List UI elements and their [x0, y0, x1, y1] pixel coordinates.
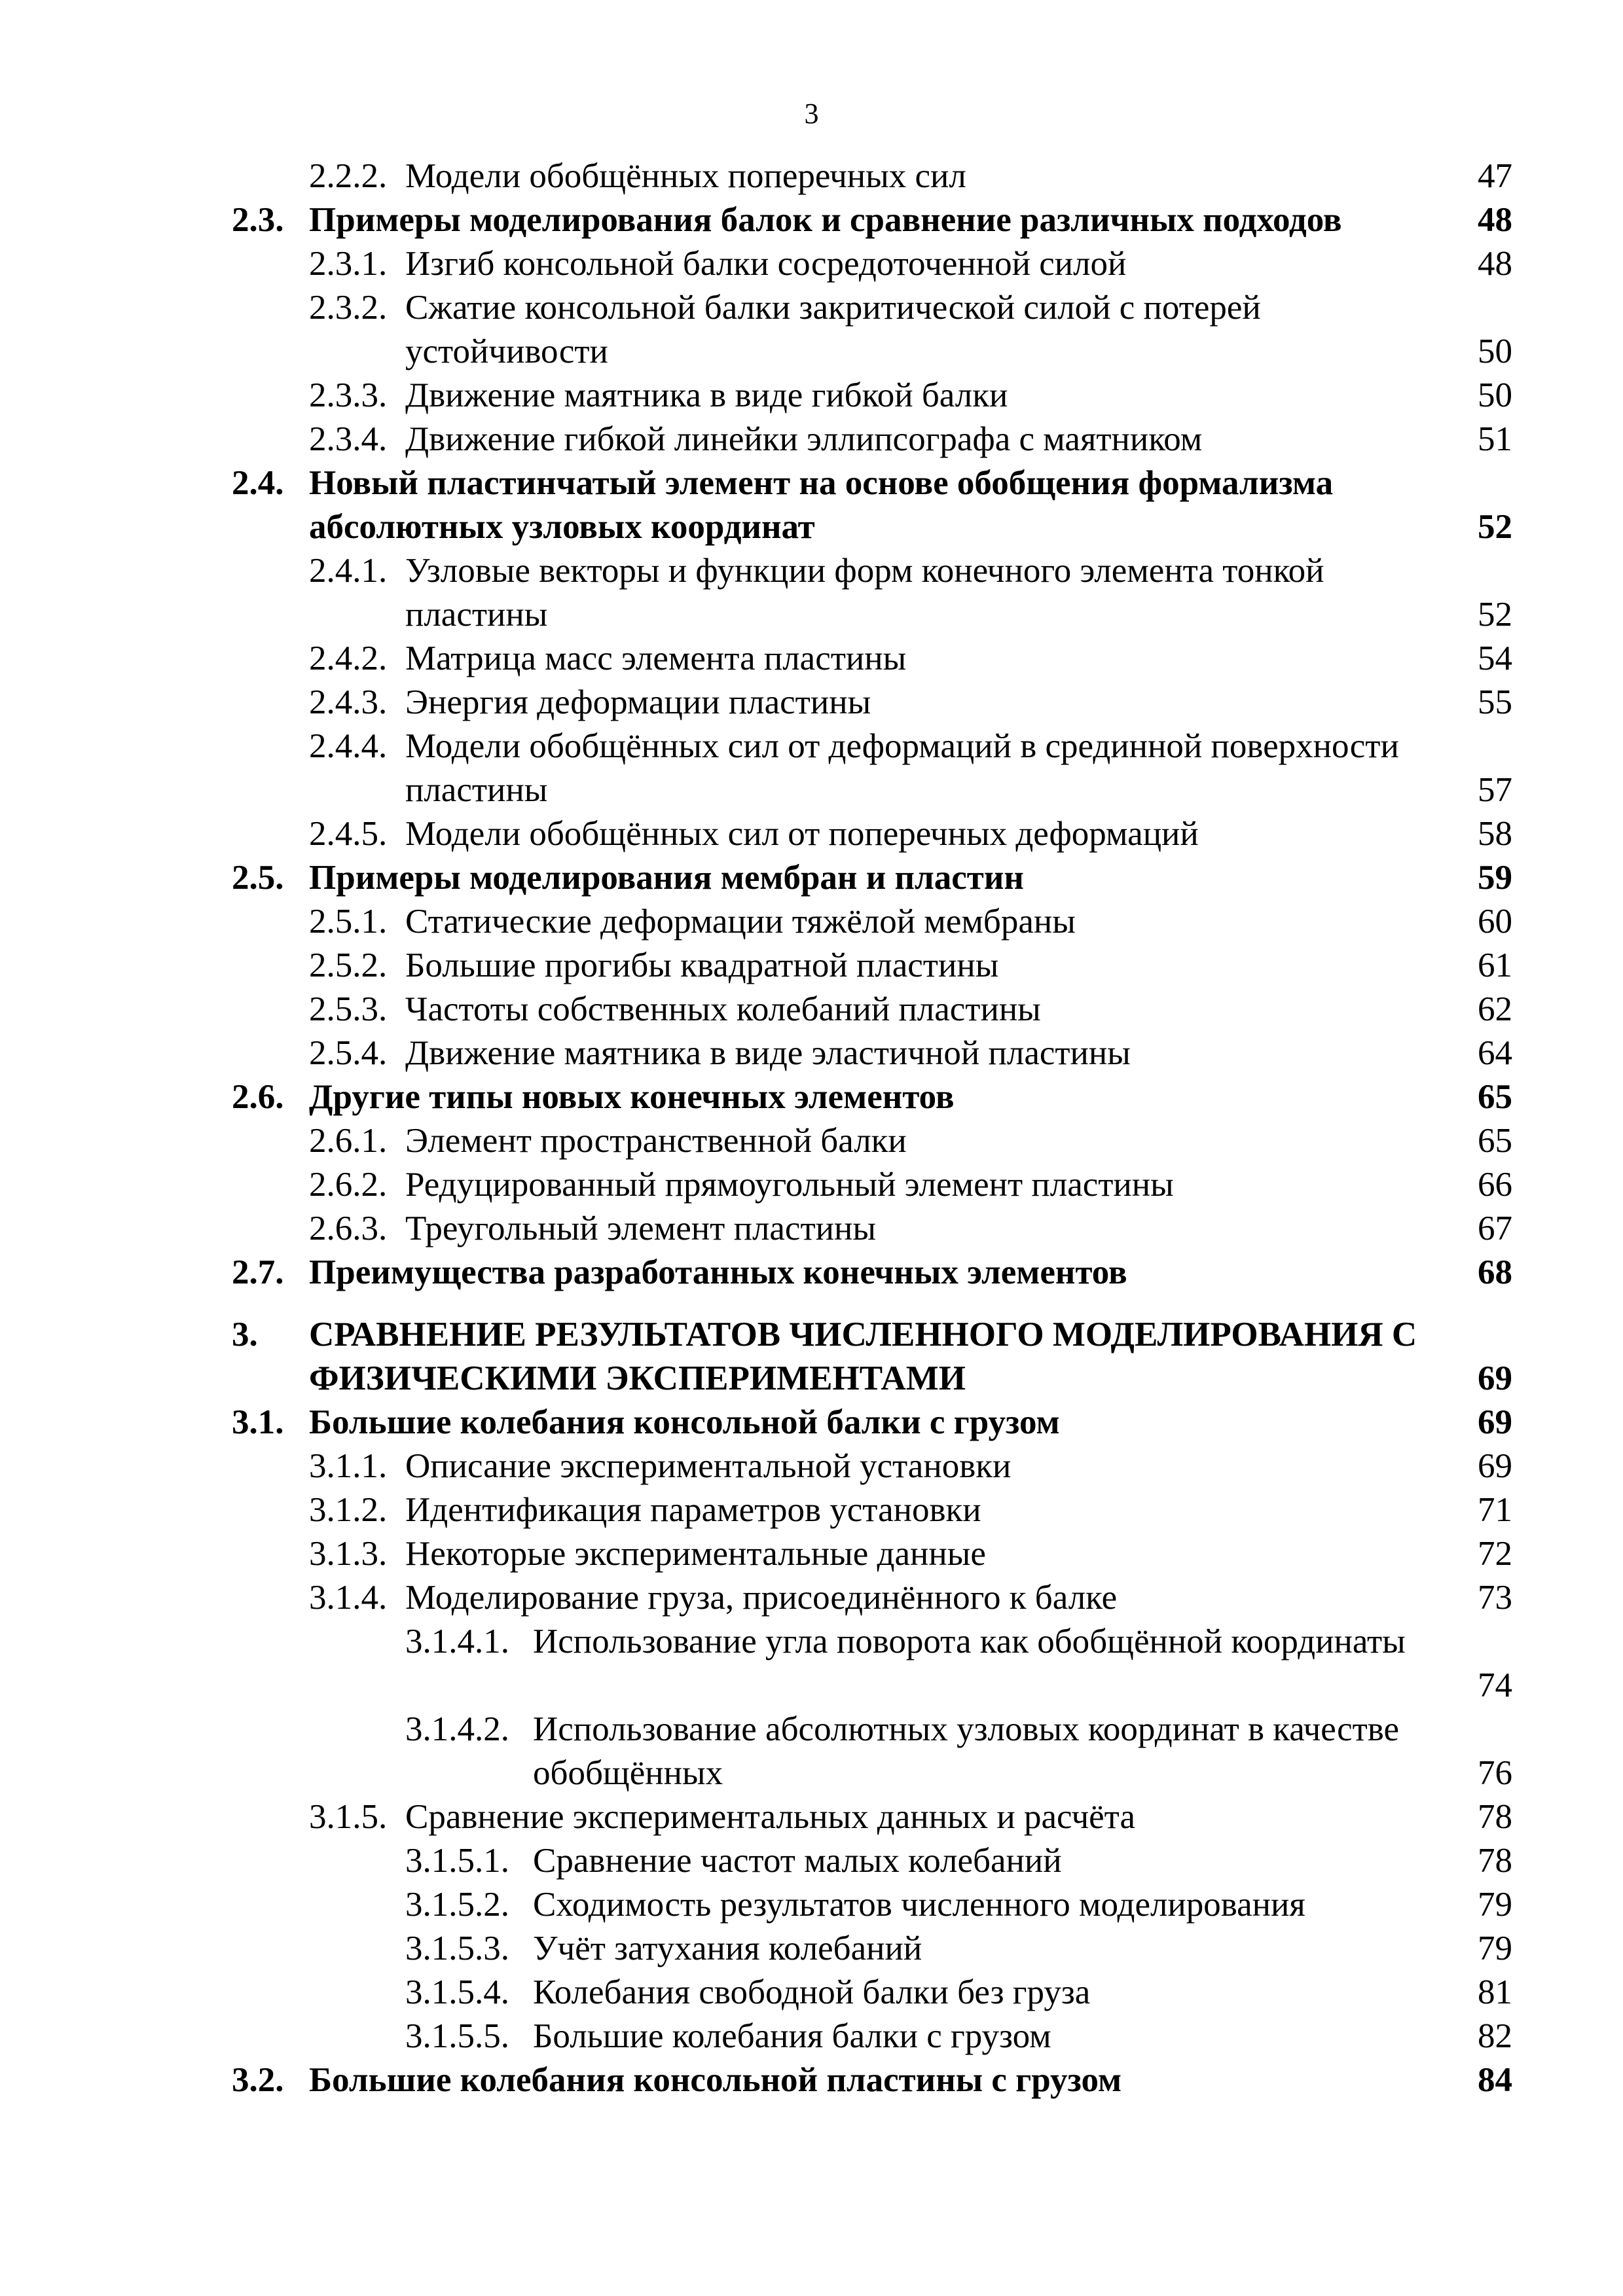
- toc-entry-page: 79: [1478, 1929, 1512, 1967]
- toc-entry-number: 3.1.3.: [309, 1535, 388, 1573]
- toc-entry-page: 48: [1478, 201, 1512, 239]
- toc-entry-number: 2.4.: [232, 464, 284, 502]
- toc-entry-title: Преимущества разработанных конечных элементов: [309, 1253, 1127, 1291]
- toc-entry-2-4-2[interactable]: [232, 637, 1512, 681]
- toc-entry-number: 2.5.4.: [309, 1034, 388, 1072]
- toc-entry-title: Изгиб консольной балки сосредоточенной силой: [405, 245, 1127, 283]
- toc-entry-page: 79: [1478, 1886, 1512, 1924]
- toc-entry-number: 2.3.1.: [309, 245, 388, 283]
- toc-entry-title: Движение маятника в виде гибкой балки: [405, 376, 1008, 414]
- toc-entry-number: 2.3.4.: [309, 420, 388, 458]
- toc-entry-3-1-5-2[interactable]: [232, 1883, 1512, 1927]
- toc-entry-title: Модели обобщённых сил от поперечных деформаций: [405, 815, 1199, 853]
- toc-entry-title: Описание экспериментальной установки: [405, 1447, 1012, 1485]
- toc-entry-2-4-3[interactable]: [232, 681, 1512, 725]
- toc-entry-title: Сравнение частот малых колебаний: [533, 1842, 1062, 1880]
- toc-entry-3-1-5[interactable]: [232, 1795, 1512, 1839]
- toc-entry-2-4-4[interactable]: [232, 725, 1512, 812]
- toc-entry-2-6[interactable]: [232, 1075, 1512, 1119]
- toc-entry-page: 50: [1478, 376, 1512, 414]
- toc-entry-title: Модели обобщённых сил от деформаций в срединной поверхности пластины: [405, 727, 1399, 809]
- toc-entry-page: 78: [1478, 1798, 1512, 1836]
- toc-entry-2-6-2[interactable]: [232, 1163, 1512, 1207]
- toc-entry-number: 3.1.5.5.: [405, 2017, 509, 2055]
- toc-entry-title: Треугольный элемент пластины: [405, 1210, 876, 1247]
- toc-entry-page: 58: [1478, 815, 1512, 853]
- toc-entry-number: 3.1.2.: [309, 1491, 388, 1529]
- toc-entry-title: Энергия деформации пластины: [405, 683, 871, 721]
- toc-entry-page: 47: [1478, 157, 1512, 195]
- toc-entry-title: Модели обобщённых поперечных сил: [405, 157, 966, 195]
- toc-entry-page: 54: [1478, 639, 1512, 677]
- toc-entry-number: 3.1.5.3.: [405, 1929, 509, 1967]
- toc-entry-number: 2.6.3.: [309, 1210, 388, 1247]
- toc-entry-3-1-5-3[interactable]: [232, 1927, 1512, 1971]
- toc-entry-number: 3.2.: [232, 2061, 284, 2099]
- toc-entry-page: 69: [1478, 1359, 1512, 1397]
- toc-entry-title: Узловые векторы и функции форм конечного элемента тонкой пластины: [405, 552, 1324, 634]
- toc-entry-number: 2.5.: [232, 859, 284, 897]
- toc-entry-number: 3.1.5.: [309, 1798, 388, 1836]
- toc-entry-3-1-5-5[interactable]: [232, 2015, 1512, 2058]
- toc-entry-2-2-2[interactable]: [232, 154, 1512, 198]
- toc-entry-page: 74: [1478, 1666, 1512, 1704]
- toc-entry-number: 3.1.5.4.: [405, 1973, 509, 2011]
- toc-entry-number: 2.5.2.: [309, 946, 388, 984]
- toc-entry-number: 3.1.: [232, 1403, 284, 1441]
- toc-entry-title: Использование угла поворота как обобщённой координаты: [533, 1623, 1406, 1660]
- toc-entry-title: Частоты собственных колебаний пластины: [405, 990, 1041, 1028]
- toc-entry-page: 72: [1478, 1535, 1512, 1573]
- toc-entry-number: 2.6.2.: [309, 1166, 388, 1204]
- toc-entry-3-1-5-1[interactable]: [232, 1839, 1512, 1883]
- toc-entry-page: 52: [1478, 596, 1512, 634]
- toc-entry-number: 2.4.1.: [309, 552, 388, 590]
- toc-entry-number: 2.5.1.: [309, 903, 388, 941]
- toc-entry-3-1[interactable]: [232, 1401, 1512, 1444]
- toc-entry-page: 69: [1478, 1447, 1512, 1485]
- toc-entry-title: Движение маятника в виде эластичной пластины: [405, 1034, 1131, 1072]
- toc-entry-title: Примеры моделирования балок и сравнение различных подходов: [309, 201, 1342, 239]
- toc-entry-page: 76: [1478, 1754, 1512, 1792]
- toc-entry-title: Движение гибкой линейки эллипсографа с маятником: [405, 420, 1203, 458]
- toc-entry-title: Сравнение экспериментальных данных и расчёта: [405, 1798, 1135, 1836]
- toc-entry-page: 61: [1478, 946, 1512, 984]
- toc-entry-page: 67: [1478, 1210, 1512, 1247]
- toc-entry-3-1-4-2[interactable]: [232, 1708, 1512, 1795]
- toc-entry-title: Учёт затухания колебаний: [533, 1929, 922, 1967]
- toc-entry-number: 3.: [232, 1316, 258, 1354]
- toc-entry-title: Сходимость результатов численного моделирования: [533, 1886, 1305, 1924]
- toc-entry-page: 68: [1478, 1253, 1512, 1291]
- toc-entry-2-5-2[interactable]: [232, 944, 1512, 988]
- toc-entry-title: Статические деформации тяжёлой мембраны: [405, 903, 1076, 941]
- toc-entry-page: 78: [1478, 1842, 1512, 1880]
- toc-entry-page: 62: [1478, 990, 1512, 1028]
- toc-entry-title: Моделирование груза, присоединённого к балке: [405, 1579, 1118, 1617]
- toc-entry-page: 57: [1478, 771, 1512, 809]
- toc-entry-number: 3.1.5.1.: [405, 1842, 509, 1880]
- toc-entry-page: 71: [1478, 1491, 1512, 1529]
- toc-entry-title: Редуцированный прямоугольный элемент пластины: [405, 1166, 1174, 1204]
- toc-entry-page: 84: [1478, 2061, 1512, 2099]
- toc-entry-title: Колебания свободной балки без груза: [533, 1973, 1091, 2011]
- toc-entry-page: 73: [1478, 1579, 1512, 1617]
- toc-entry-number: 3.1.4.1.: [405, 1623, 509, 1660]
- toc-entry-page: 60: [1478, 903, 1512, 941]
- toc-entry-3-2[interactable]: [232, 2058, 1512, 2102]
- toc-entry-title: Примеры моделирования мембран и пластин: [309, 859, 1024, 897]
- toc-entry-2-4-1[interactable]: [232, 549, 1512, 637]
- toc-entry-title: Большие колебания консольной пластины с грузом: [309, 2061, 1122, 2099]
- toc-entry-page: 48: [1478, 245, 1512, 283]
- toc-entry-page: 66: [1478, 1166, 1512, 1204]
- toc-entry-2-3-3[interactable]: [232, 374, 1512, 418]
- table-of-contents: [232, 154, 1512, 2102]
- toc-entry-number: 3.1.1.: [309, 1447, 388, 1485]
- toc-entry-number: 2.5.3.: [309, 990, 388, 1028]
- toc-entry-page: 55: [1478, 683, 1512, 721]
- toc-entry-title: Большие колебания балки с грузом: [533, 2017, 1051, 2055]
- toc-entry-title: Матрица масс элемента пластины: [405, 639, 907, 677]
- toc-entry-2-4-5[interactable]: [232, 812, 1512, 856]
- toc-entry-page: 82: [1478, 2017, 1512, 2055]
- toc-entry-3-1-2[interactable]: [232, 1488, 1512, 1532]
- toc-entry-3-1-4-1[interactable]: [232, 1620, 1512, 1708]
- toc-entry-2-5[interactable]: [232, 856, 1512, 900]
- toc-entry-page: 51: [1478, 420, 1512, 458]
- toc-entry-number: 2.4.4.: [309, 727, 388, 765]
- toc-entry-3-1-4[interactable]: [232, 1576, 1512, 1620]
- toc-entry-title: Элемент пространственной балки: [405, 1122, 907, 1160]
- toc-entry-3-1-3[interactable]: [232, 1532, 1512, 1576]
- toc-entry-title: Большие прогибы квадратной пластины: [405, 946, 999, 984]
- toc-entry-number: 3.1.4.2.: [405, 1710, 509, 1748]
- toc-entry-page: 52: [1478, 508, 1512, 546]
- toc-entry-title: Сжатие консольной балки закритической силой с потерей устойчивости: [405, 289, 1261, 370]
- toc-entry-2-7[interactable]: [232, 1251, 1512, 1295]
- toc-entry-number: 2.2.2.: [309, 157, 388, 195]
- toc-entry-2-6-3[interactable]: [232, 1207, 1512, 1251]
- toc-entry-2-3-2[interactable]: [232, 286, 1512, 374]
- toc-entry-number: 2.3.2.: [309, 289, 388, 327]
- toc-entry-number: 3.1.5.2.: [405, 1886, 509, 1924]
- toc-entry-title: Большие колебания консольной балки с грузом: [309, 1403, 1060, 1441]
- toc-entry-number: 3.1.4.: [309, 1579, 388, 1617]
- toc-entry-number: 2.7.: [232, 1253, 284, 1291]
- toc-entry-title: Новый пластинчатый элемент на основе обобщения формализма абсолютных узловых координат: [309, 464, 1334, 546]
- toc-entry-3-1-1[interactable]: [232, 1444, 1512, 1488]
- toc-entry-2-5-1[interactable]: [232, 900, 1512, 944]
- toc-entry-2-5-3[interactable]: [232, 988, 1512, 1031]
- toc-entry-title: Использование абсолютных узловых координат в качестве обобщённых: [533, 1710, 1400, 1792]
- toc-entry-title: Некоторые экспериментальные данные: [405, 1535, 986, 1573]
- toc-entry-title: СРАВНЕНИЕ РЕЗУЛЬТАТОВ ЧИСЛЕННОГО МОДЕЛИРОВАНИЯ С ФИЗИЧЕСКИМИ ЭКСПЕРИМЕНТАМИ: [309, 1316, 1417, 1397]
- toc-entry-page: 65: [1478, 1078, 1512, 1116]
- toc-entry-page: 59: [1478, 859, 1512, 897]
- toc-entry-number: 2.4.3.: [309, 683, 388, 721]
- toc-entry-2-6-1[interactable]: [232, 1119, 1512, 1163]
- toc-entry-page: 69: [1478, 1403, 1512, 1441]
- toc-entry-2-3[interactable]: [232, 198, 1512, 242]
- toc-entry-number: 2.3.3.: [309, 376, 388, 414]
- toc-entry-2-3-1[interactable]: [232, 242, 1512, 286]
- toc-entry-page: 50: [1478, 332, 1512, 370]
- toc-entry-number: 2.3.: [232, 201, 284, 239]
- toc-entry-2-5-4[interactable]: [232, 1031, 1512, 1075]
- toc-entry-title: Идентификация параметров установки: [405, 1491, 981, 1529]
- page-number: 3: [804, 98, 819, 130]
- toc-entry-3-1-5-4[interactable]: [232, 1971, 1512, 2015]
- toc-entry-page: 64: [1478, 1034, 1512, 1072]
- toc-entry-number: 2.6.: [232, 1078, 284, 1116]
- toc-entry-page: 81: [1478, 1973, 1512, 2011]
- toc-entry-page: 65: [1478, 1122, 1512, 1160]
- toc-entry-number: 2.4.5.: [309, 815, 388, 853]
- toc-entry-2-3-4[interactable]: [232, 418, 1512, 461]
- toc-entry-number: 2.6.1.: [309, 1122, 388, 1160]
- toc-entry-title: Другие типы новых конечных элементов: [309, 1078, 955, 1116]
- toc-entry-2-4[interactable]: [232, 461, 1512, 549]
- toc-entry-number: 2.4.2.: [309, 639, 388, 677]
- toc-entry-chapter-3[interactable]: [232, 1313, 1512, 1401]
